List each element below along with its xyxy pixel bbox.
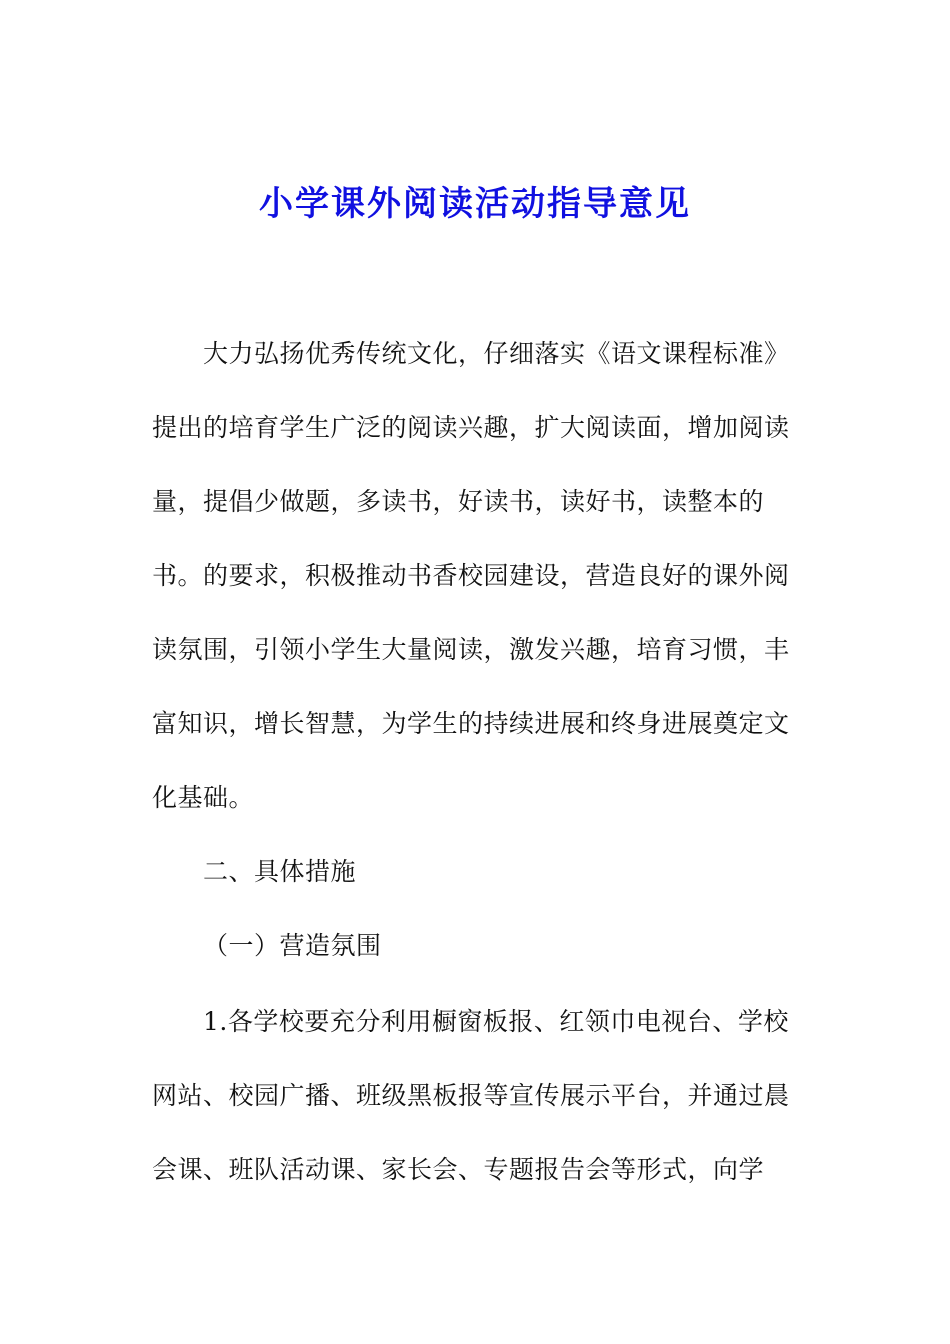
paragraph-1-line-3: 量，提倡少做题，多读书，好读书，读好书，读整本的 — [152, 487, 765, 516]
paragraph-1-line-5: 读氛围，引领小学生大量阅读，激发兴趣，培育习惯，丰 — [152, 635, 790, 664]
section-heading: 二、具体措施 — [203, 857, 357, 886]
paragraph-1-line-6: 富知识，增长智慧，为学生的持续进展和终身进展奠定文 — [152, 709, 790, 738]
subsection-heading: （一）营造氛围 — [203, 931, 382, 960]
paragraph-2-line-1: 1.各学校要充分利用橱窗板报、红领巾电视台、学校 — [203, 1007, 789, 1036]
paragraph-1-line-7: 化基础。 — [152, 783, 255, 812]
paragraph-1-line-1: 大力弘扬优秀传统文化，仔细落实《语文课程标准》 — [203, 339, 790, 368]
document-title: 小学课外阅读活动指导意见 — [259, 184, 691, 224]
paragraph-1-line-2: 提出的培育学生广泛的阅读兴趣，扩大阅读面，增加阅读 — [152, 413, 790, 442]
paragraph-1-line-4: 书。的要求，积极推动书香校园建设，营造良好的课外阅 — [152, 561, 790, 590]
paragraph-2-line-2: 网站、校园广播、班级黑板报等宣传展示平台，并通过晨 — [152, 1081, 790, 1110]
paragraph-2-line-3: 会课、班队活动课、家长会、专题报告会等形式，向学 — [152, 1155, 765, 1184]
